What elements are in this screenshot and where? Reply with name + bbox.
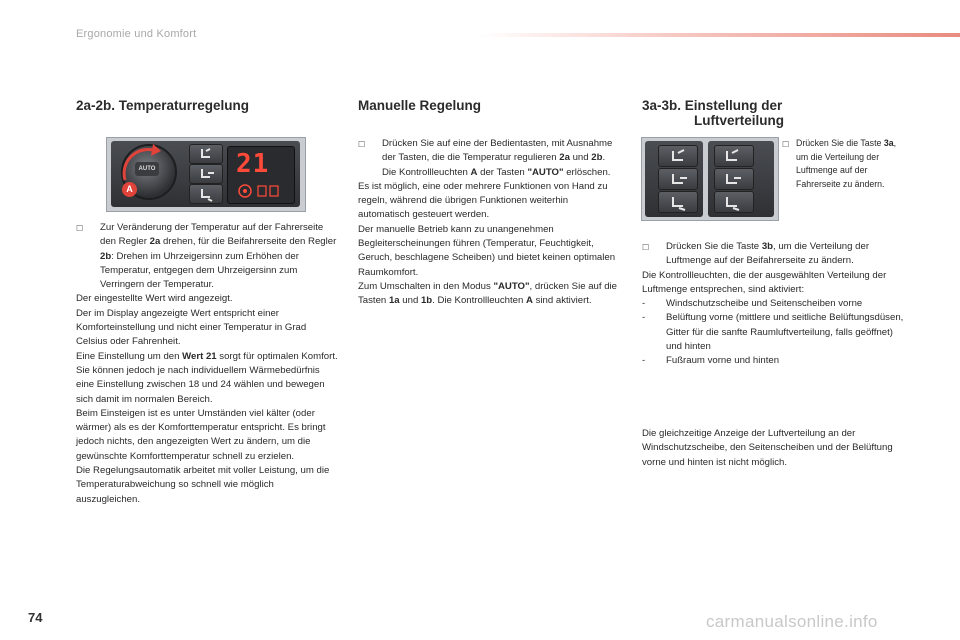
col3-side-bullet	[782, 137, 906, 191]
bold-term: "AUTO"	[493, 280, 530, 292]
col3-p2: Die gleichzeitige Anzeige der Luftverteilung an der Windschutzscheibe, den Seitenscheiben und der Belüftung vorne und hinten ist nicht möglich.	[642, 428, 893, 468]
windscreen-air-icon	[659, 146, 697, 166]
seat-button-top	[189, 144, 223, 164]
distribution-buttons-image	[641, 137, 779, 221]
col3-side-bullet-text: Drücken Sie die Taste 3a, um die Verteilung der Luftmenge auf der Fahrerseite zu ändern.	[796, 138, 897, 189]
col2-bullet-text: Drücken Sie auf eine der Bedientasten, mit Ausnahme der Tasten, die die Temperatur regulieren 2a und 2b. Die Kontrollleuchten A der Tasten "AUTO" erlöschen.	[382, 138, 613, 178]
windscreen-air-icon	[715, 146, 753, 166]
heading-manual: Manuelle Regelung	[358, 98, 482, 113]
watermark: carmanualsonline.info	[706, 612, 878, 631]
col2-bullet	[358, 137, 620, 180]
col1-p3: Eine Einstellung um den Wert 21 sorgt für optimalen Komfort. Sie können jedoch je nach individuellem Wärmebedürfnis eine Einstellung zwischen 18 und 24 wählen und bewegen sich damit im normalen Bereich.	[76, 350, 338, 405]
dash-item-text: Windschutzscheibe und Seitenscheiben vorne	[666, 298, 863, 310]
bullet-icon: ☐	[642, 243, 650, 252]
col3-p1: Die Kontrollleuchten, die der ausgewählten Verteilung der Luftmenge entsprechen, sind aktiviert:	[642, 269, 887, 295]
col1-p2: Der im Display angezeigte Wert entspricht einer Komforteinstellung und nicht einer Temperatur in Grad Celsius oder Fahrenheit.	[76, 307, 307, 348]
bold-term: 2b	[100, 250, 112, 262]
rotate-arrow-icon	[113, 140, 183, 210]
col2-text	[358, 137, 620, 309]
bullet-icon: ☐	[358, 140, 366, 149]
seat-button-bottom	[189, 184, 223, 204]
dash-item-text: Fußraum vorne und hinten	[666, 355, 780, 367]
col1-p5: Die Regelungsautomatik arbeitet mit voller Leistung, um die Temperaturabweichung so schnell wie möglich auszugleichen.	[76, 465, 330, 505]
dist-btn-right-middle	[714, 168, 754, 190]
col3-text	[642, 240, 904, 369]
foot-air-icon	[659, 192, 697, 212]
col3-bullet	[642, 240, 904, 269]
bold-term: 1a	[388, 295, 400, 307]
auto-button: AUTO	[135, 162, 159, 176]
bold-term: 2a	[559, 152, 570, 164]
heading-air-distribution	[642, 98, 784, 128]
bold-term: 1b	[420, 295, 433, 307]
heading-line-2: Luftverteilung	[694, 113, 784, 128]
dash-item	[642, 311, 904, 354]
marker-a-badge: A	[122, 182, 137, 197]
bullet-icon: ☐	[76, 224, 84, 233]
dist-btn-right-top	[714, 145, 754, 167]
col2-p2: Der manuelle Betrieb kann zu unangenehmen Begleiterscheinungen führen (Temperatur, Feuchtigkeit, Geruch, beschlagene Scheiben) und bietet keinen optimalen Raumkomfort.	[358, 223, 616, 278]
section-title: Ergonomie und Komfort	[76, 28, 197, 40]
bullet-icon: ☐	[782, 140, 790, 149]
display-value: 21	[236, 149, 270, 179]
col1-text	[76, 221, 338, 507]
heading-temperature: 2a-2b. Temperaturregelung	[76, 98, 250, 113]
bold-term: Wert 21	[182, 350, 217, 362]
temperature-display	[227, 146, 295, 204]
bold-term: 2a	[149, 236, 161, 248]
bold-term: 3a	[883, 138, 894, 148]
dist-btn-left-top	[658, 145, 698, 167]
col3-note	[642, 427, 904, 470]
seat-face-icon	[190, 165, 222, 183]
dash-item-text: Belüftung vorne (mittlere und seitliche Belüftungsdüsen, Gitter für die sanfte Raumluftverteilung, falls geöffnet) und hinten	[666, 312, 904, 353]
dash-marker: -	[642, 312, 646, 324]
seat-vent-icon	[190, 145, 222, 163]
col3-side-text	[782, 137, 906, 191]
heading-line-1: 3a-3b. Einstellung der	[642, 98, 783, 113]
foot-air-icon	[715, 192, 753, 212]
fan-indicator-icon	[236, 183, 286, 199]
climate-panel-image	[106, 137, 306, 212]
seat-foot-icon	[190, 185, 222, 203]
dash-marker: -	[642, 355, 646, 367]
dist-btn-left-bottom	[658, 191, 698, 213]
bold-term: 3b	[761, 241, 774, 252]
face-air-icon	[715, 169, 753, 189]
header-accent-bar	[480, 33, 960, 37]
col3-bullet-text: Drücken Sie die Taste 3b, um die Verteilung der Luftmenge auf der Beifahrerseite zu ändern.	[666, 241, 870, 267]
bold-term: A	[526, 295, 533, 307]
col1-bullet	[76, 221, 338, 292]
col2-p3: Zum Umschalten in den Modus "AUTO", drücken Sie auf die Tasten 1a und 1b. Die Kontrollleuchten A sind aktiviert.	[358, 280, 618, 307]
dist-btn-right-bottom	[714, 191, 754, 213]
bold-term: "AUTO"	[527, 166, 564, 178]
dash-item	[642, 354, 904, 368]
dash-item	[642, 297, 904, 311]
col2-p1: Es ist möglich, eine oder mehrere Funktionen von Hand zu regeln, während die übrigen Funktionen weiterhin automatisch gesteuert werden.	[358, 180, 608, 221]
col1-bullet-text: Zur Veränderung der Temperatur auf der Fahrerseite den Regler 2a drehen, für die Beifahrerseite den Regler 2b: Drehen im Uhrzeigersinn zum Erhöhen der Temperatur, entgegen dem Uhrzeigersinn zum Verringern der Temperatur.	[100, 222, 337, 291]
face-air-icon	[659, 169, 697, 189]
bold-term: 2b	[591, 152, 603, 164]
page-number: 74	[28, 610, 43, 625]
seat-button-middle	[189, 164, 223, 184]
dist-btn-left-middle	[658, 168, 698, 190]
col1-p4: Beim Einsteigen ist es unter Umständen viel kälter (oder wärmer) als es der Komforttemperatur entspricht. Es bringt jedoch nichts, den angezeigten Wert zu ändern, um die gewünschte Komforttemperatur schnell zu erzielen.	[76, 407, 326, 462]
bold-term: A	[470, 166, 478, 178]
dash-marker: -	[642, 298, 646, 310]
col1-p1: Der eingestellte Wert wird angezeigt.	[76, 293, 233, 305]
